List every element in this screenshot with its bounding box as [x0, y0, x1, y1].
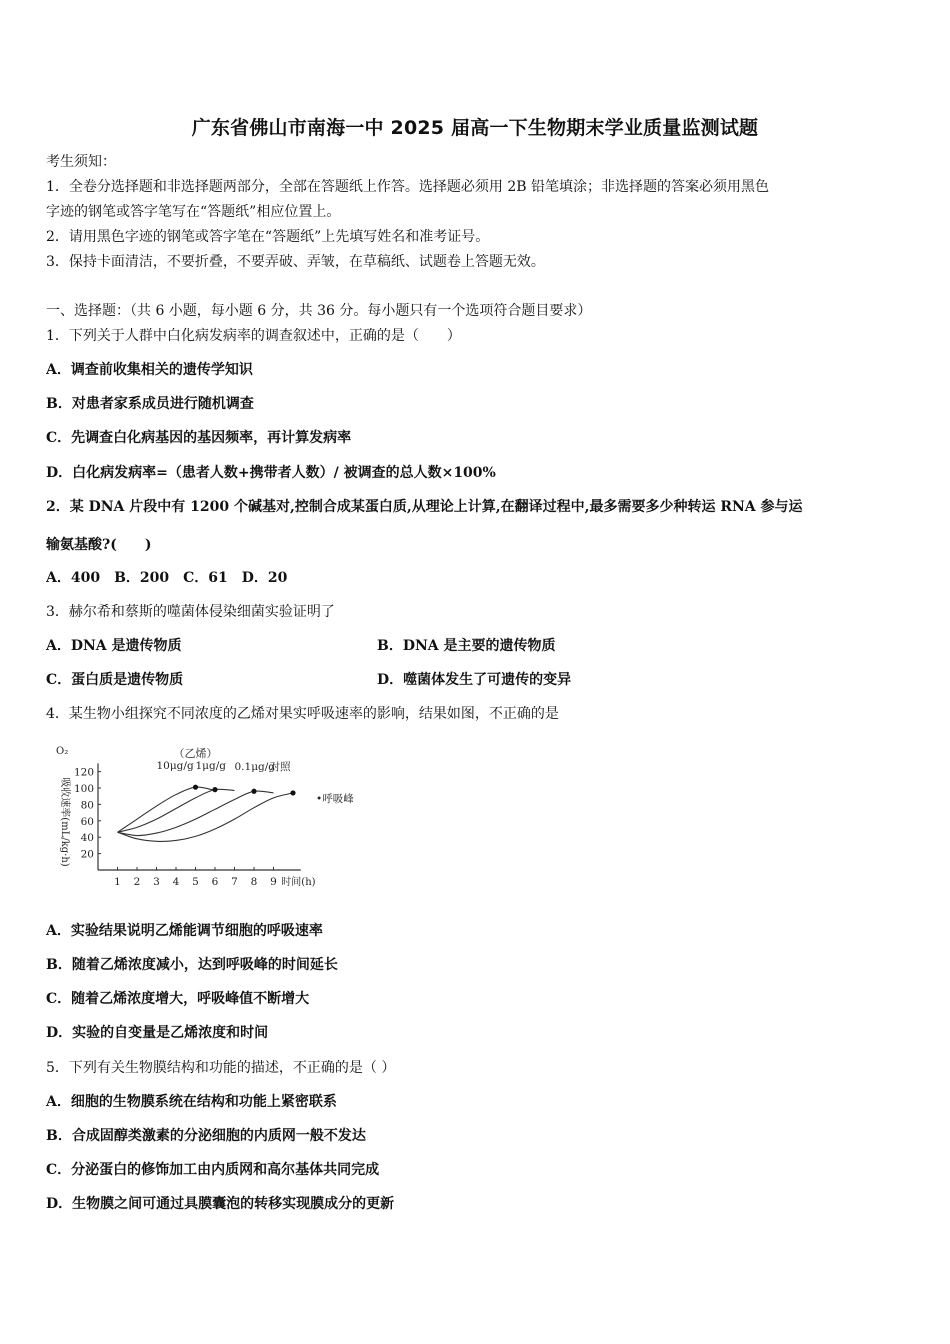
series-label-1: 1μg/g: [195, 760, 226, 773]
x-tick-label: 1: [114, 876, 121, 888]
page-title: 广东省佛山市南海一中 2025 届高一下生物期末学业质量监测试题: [191, 117, 759, 139]
q2-options: A．400 B．200 C．61 D．20: [46, 570, 288, 586]
q4-option-d: D．实验的自变量是乙烯浓度和时间: [46, 1025, 269, 1041]
peak-marker-0: [193, 785, 198, 790]
series-line-3: [118, 793, 294, 841]
chart-title: （乙烯）: [173, 747, 218, 760]
q1-option-c: C．先调查白化病基因的基因频率，再计算发病率: [46, 430, 352, 446]
q4-stem: 4．某生物小组探究不同浓度的乙烯对果实呼吸速率的影响，结果如图，不正确的是: [46, 706, 559, 722]
notice-item-1: 1．全卷分选择题和非选择题两部分，全部在答题纸上作答。选择题必须用 2B 铅笔填涂；非选择题的答案必须用黑色: [46, 179, 769, 195]
series-line-0: [118, 787, 216, 832]
q3-option-b: B．DNA 是主要的遗传物质: [377, 638, 556, 654]
y-axis-top-label: O₂: [56, 746, 69, 757]
y-tick-label: 40: [80, 832, 94, 845]
q1-option-a: A．调查前收集相关的遗传学知识: [46, 362, 253, 378]
series-label-3: 对照: [269, 760, 291, 773]
series-label-2: 0.1μg/g: [234, 760, 276, 773]
x-tick-label: 3: [153, 876, 160, 888]
x-axis-label: 时间(h): [281, 877, 316, 888]
y-axis-label: 吸收速率(mL/kg·h): [59, 777, 70, 867]
q4-option-c: C．随着乙烯浓度增大，呼吸峰值不断增大: [46, 991, 310, 1007]
y-tick-label: 60: [80, 815, 94, 828]
x-tick-label: 2: [133, 876, 141, 888]
x-tick-label: 5: [192, 876, 199, 888]
q5-option-d: D．生物膜之间可通过具膜囊泡的转移实现膜成分的更新: [46, 1196, 395, 1212]
y-tick-label: 80: [80, 799, 94, 812]
notice-heading: 考生须知：: [46, 154, 116, 170]
chart-curves: [118, 785, 296, 842]
notice-item-2: 2．请用黑色字迹的钢笔或答字笔在“答题纸”上先填写姓名和准考证号。: [46, 229, 490, 245]
x-tick-label: 8: [250, 876, 258, 888]
q5-option-a: A．细胞的生物膜系统在结构和功能上紧密联系: [46, 1094, 337, 1110]
q1-option-d: D．白化病发病率=（患者人数+携带者人数）/ 被调查的总人数×100%: [46, 465, 496, 481]
q4-option-a: A．实验结果说明乙烯能调节细胞的呼吸速率: [46, 923, 323, 939]
chart-legend: •呼吸峰: [316, 793, 354, 805]
y-tick-label: 20: [80, 848, 94, 861]
q5-stem: 5．下列有关生物膜结构和功能的描述，不正确的是（ ）: [46, 1060, 396, 1076]
chart-labels: [56, 746, 354, 888]
x-tick-label: 4: [172, 876, 180, 888]
q3-stem: 3．赫尔希和蔡斯的噬菌体侵染细菌实验证明了: [46, 604, 335, 620]
x-tick-label: 7: [231, 876, 238, 888]
q4-option-b: B．随着乙烯浓度减小，达到呼吸峰的时间延长: [46, 957, 338, 973]
q3-option-d: D．噬菌体发生了可遗传的变异: [377, 672, 572, 688]
y-tick-label: 120: [73, 766, 94, 779]
peak-marker-1: [212, 787, 217, 792]
notice-item-3: 3．保持卡面清洁，不要折叠，不要弄破、弄皱，在草稿纸、试题卷上答题无效。: [46, 254, 545, 270]
q1-stem: 1．下列关于人群中白化病发病率的调查叙述中，正确的是（ ）: [46, 328, 461, 344]
x-tick-label: 9: [270, 876, 277, 888]
q3-option-a: A．DNA 是遗传物质: [46, 638, 182, 654]
series-label-0: 10μg/g: [156, 760, 194, 773]
section-heading: 一、选择题：（共 6 小题，每小题 6 分，共 36 分。每小题只有一个选项符合题目要求）: [46, 303, 592, 319]
q5-option-c: C．分泌蛋白的修饰加工由内质网和高尔基体共同完成: [46, 1162, 380, 1178]
q2-stem: 2．某 DNA 片段中有 1200 个碱基对,控制合成某蛋白质,从理论上计算,在翻译过程中,最多需要多少种转运 RNA 参与运: [46, 499, 803, 515]
series-line-1: [118, 789, 235, 832]
ethylene-respiration-chart: [46, 738, 376, 900]
q1-option-b: B．对患者家系成员进行随机调查: [46, 396, 254, 412]
q3-option-c: C．蛋白质是遗传物质: [46, 672, 184, 688]
notice-item-1-cont: 字迹的钢笔或答字笔写在“答题纸”相应位置上。: [46, 204, 341, 220]
peak-marker-2: [251, 789, 256, 794]
x-tick-label: 6: [211, 876, 219, 888]
q5-option-b: B．合成固醇类激素的分泌细胞的内质网一般不发达: [46, 1128, 366, 1144]
y-tick-label: 100: [73, 783, 94, 795]
peak-marker-3: [290, 790, 295, 795]
q2-stem-cont: 输氨基酸?( ): [46, 537, 152, 553]
